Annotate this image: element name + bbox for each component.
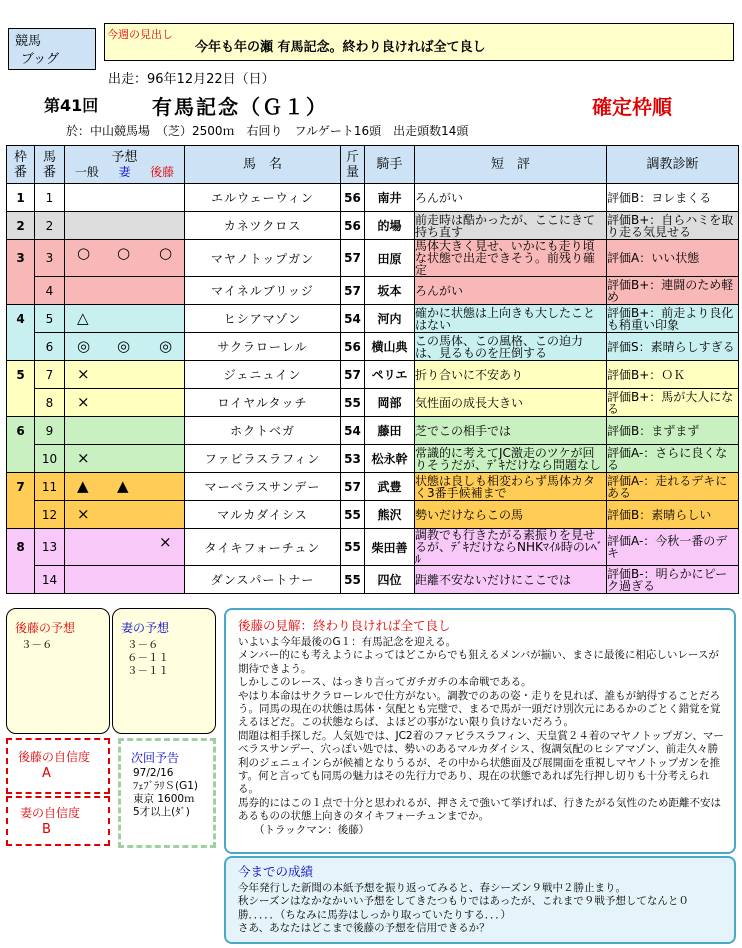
cell-waku: 7 <box>7 473 35 501</box>
prediction-mark: ▲ <box>77 477 89 495</box>
table-row <box>7 184 739 212</box>
cell-comment: 馬体大きく見せ、いかにも走り頃な状態で出走できそう。前残り確定 <box>415 240 607 277</box>
table-row <box>7 389 739 417</box>
cell-weight: 55 <box>341 389 365 417</box>
cell-training: 評価A-：今秋一番のデキ <box>607 529 739 566</box>
cell-weight: 57 <box>341 361 365 389</box>
prediction-mark: △ <box>77 309 89 327</box>
prediction-mark: ○ <box>77 244 91 262</box>
logo-line1: 競馬 <box>15 34 42 49</box>
analysis-paragraph: （トラックマン：後藤） <box>254 823 370 836</box>
prediction-mark: × <box>159 533 172 551</box>
next-race-line: 97/2/16 <box>133 767 174 779</box>
record-box <box>224 856 736 944</box>
prediction-mark: × <box>77 449 90 467</box>
headline-box <box>104 23 734 61</box>
prediction-mark: ○ <box>159 244 173 262</box>
next-race-line: 5才以上(ﾀﾞ) <box>133 806 190 818</box>
cell-training: 評価B+：ＯＫ <box>607 361 739 389</box>
cell-weight: 53 <box>341 445 365 473</box>
cell-comment: 折り合いに不安あり <box>415 361 607 389</box>
header-pred-wife: 妻 <box>118 164 131 179</box>
table-row <box>7 566 739 594</box>
cell-horse-name: ファビラスラフィン <box>185 445 341 473</box>
cell-prediction <box>65 417 185 445</box>
wife-confidence-box <box>6 796 110 846</box>
cell-umaban: 8 <box>35 389 65 417</box>
prediction-mark: × <box>77 365 90 383</box>
cell-waku: 6 <box>7 417 35 445</box>
cell-comment: 状態は良しも相変わらず馬体カタく3番手候補まで <box>415 473 607 501</box>
cell-training: 評価A-：走れるデキにある <box>607 473 739 501</box>
cell-weight: 56 <box>341 212 365 240</box>
cell-waku <box>7 566 35 594</box>
prediction-mark: × <box>77 393 90 411</box>
cell-horse-name: エルウェーウィン <box>185 184 341 212</box>
record-paragraph: 秋シーズンはなかなかいい予想をしてきたつもりではあったが、これまで９戦予想してなんと０勝．．．．．（ちなみに馬券はしっかり取っていたりする．．．） <box>238 895 689 921</box>
cell-weight: 57 <box>341 240 365 277</box>
record-paragraph: 今年発行した新聞の本紙予想を振り返ってみると、春シーズン９戦中２勝止まり。 <box>238 882 626 894</box>
record-title: 今までの成績 <box>238 864 314 879</box>
cell-umaban: 6 <box>35 333 65 361</box>
cell-waku <box>7 277 35 305</box>
cell-comment: 調教でも行きたがる素振りを見せるが、ﾃﾞｷだけならNHKﾏｲﾙ時のﾚﾍﾞﾙ <box>415 529 607 566</box>
cell-umaban: 3 <box>35 240 65 277</box>
cell-comment: ろんがい <box>415 277 607 305</box>
cell-jockey: 四位 <box>365 566 415 594</box>
cell-waku <box>7 445 35 473</box>
analysis-paragraph: 馬券的にはこの１点で十分と思われるが、押さえで強いて挙げれば、行きたがる気性のため距離不安はあるものの状態上向きのタイキフォーチュンまでか。 <box>238 796 721 823</box>
cell-umaban: 5 <box>35 305 65 333</box>
cell-prediction <box>65 240 185 277</box>
race-date: 出走：96年12月22日（日） <box>108 72 275 87</box>
cell-weight: 54 <box>341 417 365 445</box>
cell-jockey: 柴田善 <box>365 529 415 566</box>
header-prediction-label: 予想 <box>111 149 138 165</box>
cell-waku <box>7 389 35 417</box>
cell-jockey: ペリエ <box>365 361 415 389</box>
header-jockey: 騎手 <box>365 146 415 184</box>
cell-waku: 5 <box>7 361 35 389</box>
analysis-box <box>224 608 736 854</box>
cell-horse-name: ヒシアマゾン <box>185 305 341 333</box>
cell-comment: 距離不安ないだけにここでは <box>415 566 607 594</box>
cell-jockey: 松永幹 <box>365 445 415 473</box>
cell-training: 評価B+：自らハミを取り走る気見せる <box>607 212 739 240</box>
wife-confidence-title: 妻の自信度 <box>20 806 81 820</box>
cell-waku: 1 <box>7 184 35 212</box>
header-prediction <box>65 146 185 184</box>
headline-label: 今週の見出し <box>107 28 173 41</box>
cell-training: 評価S：素晴らしすぎる <box>607 333 739 361</box>
cell-weight: 57 <box>341 277 365 305</box>
analysis-paragraph: メンバー的にも考えようによってはどこからでも狙えるメンバが揃い、まさに最後に相応しいレースが期待できよう。 <box>238 649 719 675</box>
cell-waku <box>7 333 35 361</box>
prediction-mark: ▲ <box>117 477 129 495</box>
next-race-line: 東京 1600ｍ <box>133 793 195 805</box>
goto-confidence-value: A <box>42 766 51 781</box>
cell-prediction <box>65 501 185 529</box>
cell-horse-name: サクラローレル <box>185 333 341 361</box>
table-row <box>7 333 739 361</box>
cell-jockey: 河内 <box>365 305 415 333</box>
cell-umaban: 11 <box>35 473 65 501</box>
logo <box>8 28 96 70</box>
cell-horse-name: マーベラスサンデー <box>185 473 341 501</box>
prediction-mark: ◎ <box>77 337 91 355</box>
analysis-paragraph: いよいよ今年最後のG１：有馬記念を迎える。 <box>238 636 457 648</box>
cell-weight: 55 <box>341 566 365 594</box>
race-name: 有馬記念（Ｇ１） <box>152 95 328 119</box>
cell-waku <box>7 501 35 529</box>
cell-weight: 55 <box>341 529 365 566</box>
header-weight: 斤量 <box>341 146 365 184</box>
cell-weight: 57 <box>341 473 365 501</box>
goto-confidence-box <box>6 738 110 794</box>
cell-weight: 56 <box>341 333 365 361</box>
next-race-box <box>118 738 216 848</box>
goto-confidence-title: 後藤の自信度 <box>18 750 91 764</box>
cell-jockey: 武豊 <box>365 473 415 501</box>
wife-prediction-box <box>112 608 216 734</box>
table-row <box>7 445 739 473</box>
header-pred-general: 一般 <box>74 164 99 179</box>
analysis-paragraph: 問題は相手探しだ。人気処では、JC2着のファビラスラフィン、天皇賞２４着のマヤノトップガン、マーベラスサンデー、穴っぽい処では、勢いのあるマルカダイシス、復調気配のヒシアマゾン、前走久々勝利のジェニュインらが候補となりうるが、その中から状態面及び展開面を重視しマヤノトップガンを推す。何と言っても同馬の魅力はその先行力であり、現在の状態であれば先行押し切りも十分考えられる。 <box>238 729 724 796</box>
goto-prediction-list <box>21 639 53 652</box>
cell-training: 評価B：まずまず <box>607 417 739 445</box>
prediction-mark: ◎ <box>117 337 131 355</box>
cell-prediction <box>65 389 185 417</box>
next-race-line: ﾌｪﾌﾞﾗﾘＳ(G1) <box>133 780 199 792</box>
cell-prediction <box>65 305 185 333</box>
table-row <box>7 240 739 277</box>
cell-training: 評価B：ヨレまくる <box>607 184 739 212</box>
cell-prediction <box>65 333 185 361</box>
analysis-title: 後藤の見解：終わり良ければ全て良し <box>238 618 451 633</box>
cell-training: 評価B+：連闘のため軽め <box>607 277 739 305</box>
wife-prediction-title: 妻の予想 <box>121 621 170 635</box>
cell-prediction <box>65 184 185 212</box>
wife-prediction-line: ６－１１ <box>127 652 169 664</box>
wife-prediction-list <box>127 639 169 678</box>
cell-comment: 常識的に考えてJC激走のツケが回りそうだが、ﾃﾞｷだけなら問題なし <box>415 445 607 473</box>
cell-training: 評価B+：前走より良化も稍重い印象 <box>607 305 739 333</box>
table-row <box>7 417 739 445</box>
cell-comment: 芝でこの相手では <box>415 417 607 445</box>
cell-umaban: 1 <box>35 184 65 212</box>
wife-prediction-line: ３－１１ <box>127 665 169 677</box>
cell-umaban: 14 <box>35 566 65 594</box>
cell-training: 評価A-：さらに良くなる <box>607 445 739 473</box>
cell-jockey: 的場 <box>365 212 415 240</box>
cell-umaban: 4 <box>35 277 65 305</box>
cell-horse-name: ホクトベガ <box>185 417 341 445</box>
cell-umaban: 13 <box>35 529 65 566</box>
cell-prediction <box>65 566 185 594</box>
cell-jockey: 南井 <box>365 184 415 212</box>
table-row <box>7 501 739 529</box>
cell-jockey: 熊沢 <box>365 501 415 529</box>
cell-prediction <box>65 445 185 473</box>
entries-table <box>6 145 739 594</box>
cell-jockey: 横山典 <box>365 333 415 361</box>
headline-text: 今年も年の瀬 有馬記念。終わり良ければ全て良し <box>195 40 486 55</box>
cell-weight: 55 <box>341 501 365 529</box>
header-waku: 枠番 <box>7 146 35 184</box>
cell-prediction <box>65 473 185 501</box>
header-horse: 馬 名 <box>185 146 341 184</box>
cell-comment: この馬体、この風格、この迫力は、見るものを圧倒する <box>415 333 607 361</box>
next-race-list <box>133 767 198 819</box>
cell-waku: 4 <box>7 305 35 333</box>
goto-prediction-title: 後藤の予想 <box>15 621 76 635</box>
header-umaban: 馬番 <box>35 146 65 184</box>
wife-prediction-line: ３－６ <box>127 639 159 651</box>
table-row <box>7 361 739 389</box>
goto-prediction-line: ３－６ <box>21 639 53 651</box>
cell-jockey: 坂本 <box>365 277 415 305</box>
prediction-mark: ○ <box>117 244 131 262</box>
cell-umaban: 7 <box>35 361 65 389</box>
cell-waku: 3 <box>7 240 35 277</box>
cell-waku: 8 <box>7 529 35 566</box>
cell-horse-name: ロイヤルタッチ <box>185 389 341 417</box>
logo-line2: ブッグ <box>21 52 60 67</box>
cell-horse-name: タイキフォーチュン <box>185 529 341 566</box>
cell-comment: 勢いだけならこの馬 <box>415 501 607 529</box>
cell-weight: 56 <box>341 184 365 212</box>
cell-jockey: 藤田 <box>365 417 415 445</box>
header-training: 調教診断 <box>607 146 739 184</box>
analysis-paragraph: やはり本命はサクラローレルで仕方がない。調教でのあの姿・走りを見れば、誰もが納得することだろう。同馬の現在の状態は馬体・気配とも完璧で、まるで馬が一頭だけ別次元にあるかのごとく錯覚を覚えるほどだ。この状態ならば、よほどの事がない限り負けないだろう。 <box>238 689 721 729</box>
prediction-mark: × <box>77 505 90 523</box>
race-status: 確定枠順 <box>592 95 672 119</box>
cell-umaban: 12 <box>35 501 65 529</box>
cell-waku: 2 <box>7 212 35 240</box>
cell-training: 評価B：素晴らしい <box>607 501 739 529</box>
cell-prediction <box>65 529 185 566</box>
table-row <box>7 277 739 305</box>
cell-umaban: 2 <box>35 212 65 240</box>
cell-umaban: 9 <box>35 417 65 445</box>
header-comment: 短 評 <box>415 146 607 184</box>
next-race-title: 次回予告 <box>131 751 180 765</box>
cell-comment: 前走時は酷かったが、ここにきて持ち直す <box>415 212 607 240</box>
table-row <box>7 212 739 240</box>
cell-horse-name: カネツクロス <box>185 212 341 240</box>
cell-comment: ろんがい <box>415 184 607 212</box>
header-pred-goto: 後藤 <box>150 164 175 179</box>
cell-jockey: 田原 <box>365 240 415 277</box>
cell-horse-name: マルカダイシス <box>185 501 341 529</box>
prediction-mark: ◎ <box>159 337 173 355</box>
cell-jockey: 岡部 <box>365 389 415 417</box>
table-row <box>7 473 739 501</box>
cell-horse-name: マヤノトップガン <box>185 240 341 277</box>
cell-prediction <box>65 212 185 240</box>
race-info: 於：中山競馬場 （芝）2500ｍ 右回り フルゲート16頭 出走頭数14頭 <box>66 124 469 138</box>
goto-prediction-box <box>6 608 110 734</box>
cell-prediction <box>65 361 185 389</box>
wife-confidence-value: B <box>42 822 51 837</box>
table-row <box>7 305 739 333</box>
cell-comment: 気性面の成長大きい <box>415 389 607 417</box>
cell-comment: 確かに状態は上向きも大したことはない <box>415 305 607 333</box>
analysis-paragraph: しかしこのレース、はっきり言ってガチガチの本命戦である。 <box>238 676 532 689</box>
table-row <box>7 529 739 566</box>
cell-prediction <box>65 277 185 305</box>
race-number: 第41回 <box>44 96 99 115</box>
cell-training: 評価B+：馬が大人になる <box>607 389 739 417</box>
cell-training: 評価A：いい状態 <box>607 240 739 277</box>
cell-training: 評価B-：明らかにピーク過ぎる <box>607 566 739 594</box>
cell-horse-name: マイネルブリッジ <box>185 277 341 305</box>
cell-umaban: 10 <box>35 445 65 473</box>
record-paragraph: さあ、あなたはどこまで後藤の予想を信用できるか？ <box>238 922 490 935</box>
cell-horse-name: ダンスパートナー <box>185 566 341 594</box>
cell-weight: 54 <box>341 305 365 333</box>
cell-horse-name: ジェニュイン <box>185 361 341 389</box>
